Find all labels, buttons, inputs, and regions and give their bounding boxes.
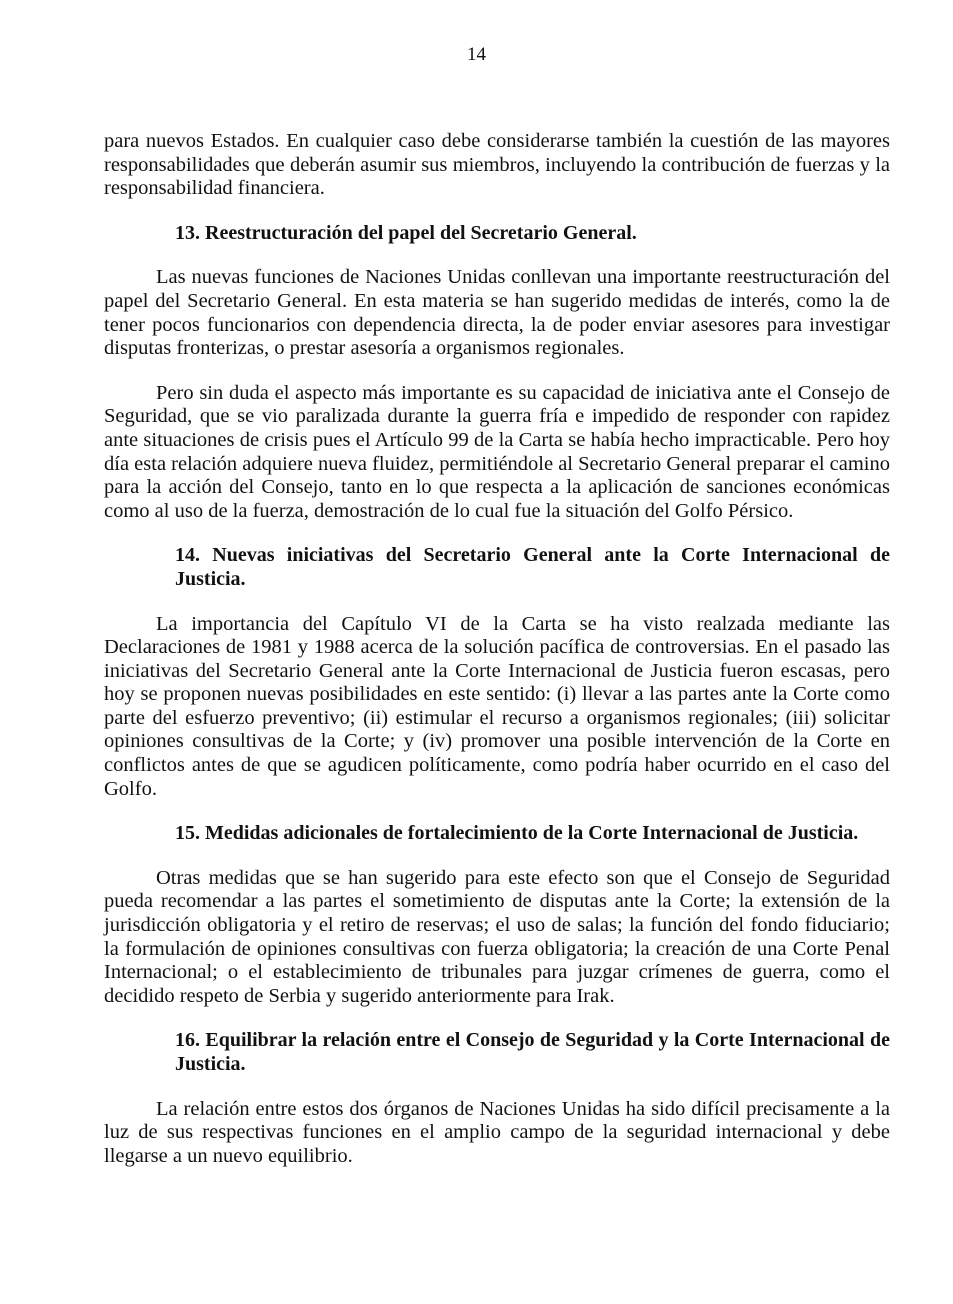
section-15-paragraph-1: Otras medidas que se han sugerido para este efecto son que el Consejo de Seguridad pueda recomendar a las partes el sometimiento de disputas ante la Corte; la extensión de la jurisdicción obligatoria y el retiro de reservas; el uso de salas; la función del fondo fiduciario; la formulación de opiniones consultivas con fuerza obligatoria; la creación de una Corte Penal Internacional; o el establecimiento de tribunales para juzgar crímenes de guerra, como el decidido respeto de Serbia y sugerido anteriormente para Irak. bbox=[104, 866, 890, 1007]
section-13-paragraph-1: Las nuevas funciones de Naciones Unidas conllevan una importante reestructuración del papel del Secretario General. En esta materia se han sugerido medidas de interés, como la de tener pocos funcionarios con dependencia directa, la de poder enviar asesores para investigar disputas fronterizas, o prestar asesoría a organismos regionales. bbox=[104, 266, 890, 360]
section-14-paragraph-1: La importancia del Capítulo VI de la Carta se ha visto realzada mediante las Declaraciones de 1981 y 1988 acerca de la solución pacífica de controversias. En el pasado las iniciativas del Secretario General ante la Corte Internacional de Justicia fueron escasas, pero hoy se proponen nuevas posibilidades en este sentido: (i) llevar a las partes ante la Corte como parte del esfuerzo preventivo; (ii) estimular el recurso a organismos regionales; (iii) solicitar opiniones consultivas de la Corte; y (iv) promover una posible intervención de la Corte en conflictos antes de que se agudicen políticamente, como podría haber ocurrido en el caso del Golfo. bbox=[104, 612, 890, 800]
section-16-paragraph-1: La relación entre estos dos órganos de Naciones Unidas ha sido difícil precisamente a la luz de sus respectivas funciones en el amplio campo de la seguridad internacional y debe llegarse a un nuevo equilibrio. bbox=[104, 1097, 890, 1167]
section-13-paragraph-2: Pero sin duda el aspecto más importante es su capacidad de iniciativa ante el Consejo de Seguridad, que se vio paralizada durante la guerra fría e impedido de responder con rapidez ante situaciones de crisis pues el Artículo 99 de la Carta se había hecho impracticable. Pero hoy día esta relación adquiere nueva fluidez, permitiéndole al Secretario General preparar el camino para la acción del Consejo, tanto en lo que respecta a la aplicación de sanciones económicas como al uso de la fuerza, demostración de lo cual fue la situación del Golfo Pérsico. bbox=[104, 381, 891, 522]
page-number: 14 bbox=[467, 44, 486, 65]
section-14-heading: 14. Nuevas iniciativas del Secretario General ante la Corte Internacional de Justicia. bbox=[175, 544, 890, 590]
section-15-heading: 15. Medidas adicionales de fortalecimiento de la Corte Internacional de Justicia. bbox=[175, 822, 859, 845]
section-16-heading: 16. Equilibrar la relación entre el Consejo de Seguridad y la Corte Internacional de Justicia. bbox=[175, 1029, 890, 1075]
intro-paragraph: para nuevos Estados. En cualquier caso debe considerarse también la cuestión de las mayores responsabilidades que deberán asumir sus miembros, incluyendo la contribución de fuerzas y la responsabilidad financiera. bbox=[104, 130, 890, 200]
section-13-heading: 13. Reestructuración del papel del Secretario General. bbox=[175, 221, 637, 244]
document-body bbox=[104, 130, 890, 1189]
